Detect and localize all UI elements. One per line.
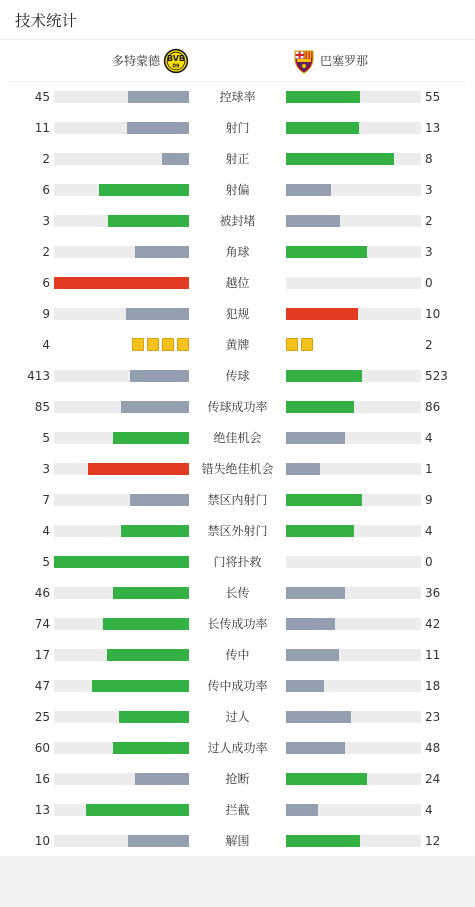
home-value: 10 bbox=[34, 834, 50, 848]
stat-label: 被封堵 bbox=[219, 214, 256, 228]
away-bar-fill bbox=[286, 649, 339, 661]
home-team[interactable] bbox=[112, 40, 189, 81]
home-bar-track bbox=[54, 618, 189, 630]
home-value: 413 bbox=[27, 369, 50, 383]
home-value: 74 bbox=[34, 617, 50, 631]
yellow-card-icon bbox=[301, 338, 313, 351]
home-bar-track bbox=[54, 432, 189, 444]
home-value: 5 bbox=[42, 555, 50, 569]
away-value: 48 bbox=[425, 741, 441, 755]
away-value: 13 bbox=[425, 121, 441, 135]
away-value: 3 bbox=[425, 245, 433, 259]
away-yellow-cards bbox=[286, 338, 313, 351]
away-bar-track bbox=[286, 742, 421, 754]
away-bar-fill bbox=[286, 835, 360, 847]
away-bar-track bbox=[286, 587, 421, 599]
away-bar-track bbox=[286, 773, 421, 785]
home-value: 2 bbox=[42, 152, 50, 166]
stat-label: 传球 bbox=[225, 369, 250, 383]
home-bar-fill bbox=[128, 835, 189, 847]
stat-row bbox=[0, 237, 475, 268]
away-team[interactable] bbox=[291, 40, 368, 81]
away-bar-track bbox=[286, 556, 421, 568]
stat-label: 长传 bbox=[225, 586, 250, 600]
stat-row bbox=[0, 640, 475, 671]
away-bar-track bbox=[286, 494, 421, 506]
home-value: 4 bbox=[42, 524, 50, 538]
away-value: 8 bbox=[425, 152, 433, 166]
home-value: 2 bbox=[42, 245, 50, 259]
stat-row bbox=[0, 671, 475, 702]
page-title: 技术统计 bbox=[15, 11, 78, 30]
home-bar-track bbox=[54, 649, 189, 661]
stat-label: 传球成功率 bbox=[207, 400, 268, 414]
stat-row bbox=[0, 423, 475, 454]
stat-row bbox=[0, 826, 475, 857]
home-bar-fill bbox=[135, 773, 189, 785]
home-bar-fill bbox=[92, 680, 189, 692]
away-bar-fill bbox=[286, 122, 359, 134]
away-bar-fill bbox=[286, 742, 345, 754]
stat-row bbox=[0, 268, 475, 299]
stat-row bbox=[0, 361, 475, 392]
home-value: 85 bbox=[34, 400, 50, 414]
yellow-card-icon bbox=[162, 338, 174, 351]
stat-row bbox=[0, 733, 475, 764]
home-bar-track bbox=[54, 122, 189, 134]
home-value: 4 bbox=[42, 338, 50, 352]
yellow-card-icon bbox=[147, 338, 159, 351]
stat-row bbox=[0, 113, 475, 144]
away-bar-fill bbox=[286, 680, 324, 692]
home-bar-track bbox=[54, 742, 189, 754]
home-value: 6 bbox=[42, 183, 50, 197]
stat-label: 绝佳机会 bbox=[213, 431, 262, 445]
away-bar-track bbox=[286, 91, 421, 103]
stat-label: 门将扑救 bbox=[213, 555, 262, 569]
stat-row bbox=[0, 330, 475, 361]
stat-row bbox=[0, 144, 475, 175]
home-bar-fill bbox=[119, 711, 189, 723]
home-bar-track bbox=[54, 556, 189, 568]
stat-label: 传中成功率 bbox=[207, 679, 268, 693]
stat-label: 角球 bbox=[225, 245, 250, 259]
away-bar-fill bbox=[286, 401, 354, 413]
home-bar-fill bbox=[113, 587, 189, 599]
home-value: 6 bbox=[42, 276, 50, 290]
home-value: 25 bbox=[34, 710, 50, 724]
away-bar-track bbox=[286, 835, 421, 847]
yellow-card-icon bbox=[132, 338, 144, 351]
away-bar-track bbox=[286, 618, 421, 630]
stat-row bbox=[0, 82, 475, 113]
away-bar-fill bbox=[286, 494, 362, 506]
home-bar-fill bbox=[108, 215, 189, 227]
home-bar-fill bbox=[128, 91, 189, 103]
stat-row bbox=[0, 206, 475, 237]
away-bar-fill bbox=[286, 773, 367, 785]
home-bar-track bbox=[54, 680, 189, 692]
away-value: 4 bbox=[425, 431, 433, 445]
home-bar-fill bbox=[121, 401, 189, 413]
svg-text:BVB: BVB bbox=[166, 53, 186, 63]
away-bar-fill bbox=[286, 587, 345, 599]
away-bar-fill bbox=[286, 618, 335, 630]
home-bar-track bbox=[54, 463, 189, 475]
home-bar-track bbox=[54, 370, 189, 382]
home-bar-fill bbox=[54, 556, 189, 568]
away-bar-fill bbox=[286, 153, 394, 165]
away-bar-fill bbox=[286, 804, 318, 816]
home-value: 16 bbox=[34, 772, 50, 786]
stat-row bbox=[0, 392, 475, 423]
away-value: 11 bbox=[425, 648, 441, 662]
home-bar-fill bbox=[107, 649, 189, 661]
stat-row bbox=[0, 516, 475, 547]
stat-label: 拦截 bbox=[225, 803, 250, 817]
home-bar-track bbox=[54, 587, 189, 599]
away-bar-track bbox=[286, 680, 421, 692]
away-bar-fill bbox=[286, 246, 367, 258]
away-value: 0 bbox=[425, 276, 433, 290]
away-value: 523 bbox=[425, 369, 448, 383]
home-bar-fill bbox=[121, 525, 189, 537]
home-value: 3 bbox=[42, 462, 50, 476]
away-value: 36 bbox=[425, 586, 441, 600]
home-value: 9 bbox=[42, 307, 50, 321]
stat-label: 抢断 bbox=[225, 772, 250, 786]
home-value: 13 bbox=[34, 803, 50, 817]
stat-row bbox=[0, 702, 475, 733]
away-value: 23 bbox=[425, 710, 441, 724]
home-value: 17 bbox=[34, 648, 50, 662]
away-bar-track bbox=[286, 370, 421, 382]
yellow-card-icon bbox=[286, 338, 298, 351]
away-bar-fill bbox=[286, 711, 351, 723]
home-value: 11 bbox=[34, 121, 50, 135]
home-bar-fill bbox=[103, 618, 189, 630]
away-bar-fill bbox=[286, 308, 358, 320]
away-bar-track bbox=[286, 184, 421, 196]
home-bar-track bbox=[54, 246, 189, 258]
stats-list bbox=[0, 82, 475, 857]
home-bar-track bbox=[54, 308, 189, 320]
yellow-card-icon bbox=[177, 338, 189, 351]
home-bar-fill bbox=[88, 463, 189, 475]
stat-row bbox=[0, 578, 475, 609]
away-value: 9 bbox=[425, 493, 433, 507]
home-value: 5 bbox=[42, 431, 50, 445]
barcelona-logo-icon bbox=[291, 48, 317, 74]
home-bar-fill bbox=[99, 184, 189, 196]
home-bar-fill bbox=[113, 742, 189, 754]
home-value: 45 bbox=[34, 90, 50, 104]
stat-label: 长传成功率 bbox=[207, 617, 268, 631]
away-value: 2 bbox=[425, 214, 433, 228]
home-bar-fill bbox=[113, 432, 189, 444]
stat-label: 传中 bbox=[225, 648, 250, 662]
stat-row bbox=[0, 175, 475, 206]
stat-label: 射偏 bbox=[225, 183, 250, 197]
home-value: 46 bbox=[34, 586, 50, 600]
home-bar-track bbox=[54, 184, 189, 196]
away-bar-fill bbox=[286, 432, 345, 444]
away-value: 2 bbox=[425, 338, 433, 352]
away-value: 86 bbox=[425, 400, 441, 414]
away-bar-track bbox=[286, 804, 421, 816]
away-bar-track bbox=[286, 432, 421, 444]
stat-label: 越位 bbox=[225, 276, 250, 290]
away-bar-fill bbox=[286, 215, 340, 227]
away-value: 3 bbox=[425, 183, 433, 197]
stat-row bbox=[0, 485, 475, 516]
away-value: 0 bbox=[425, 555, 433, 569]
away-value: 12 bbox=[425, 834, 441, 848]
away-value: 42 bbox=[425, 617, 441, 631]
home-bar-fill bbox=[86, 804, 189, 816]
away-bar-fill bbox=[286, 463, 320, 475]
away-bar-track bbox=[286, 122, 421, 134]
stat-label: 错失绝佳机会 bbox=[201, 462, 274, 476]
home-bar-track bbox=[54, 711, 189, 723]
dortmund-logo-icon bbox=[163, 48, 189, 74]
stat-label: 控球率 bbox=[219, 90, 256, 104]
away-team-name: 巴塞罗那 bbox=[320, 54, 369, 68]
away-value: 4 bbox=[425, 803, 433, 817]
away-value: 18 bbox=[425, 679, 441, 693]
stat-label: 射门 bbox=[225, 121, 250, 135]
away-bar-fill bbox=[286, 184, 331, 196]
away-value: 55 bbox=[425, 90, 441, 104]
home-bar-fill bbox=[162, 153, 189, 165]
away-bar-track bbox=[286, 277, 421, 289]
away-bar-fill bbox=[286, 91, 360, 103]
home-bar-track bbox=[54, 91, 189, 103]
away-bar-fill bbox=[286, 525, 354, 537]
home-bar-track bbox=[54, 277, 189, 289]
stat-label: 禁区内射门 bbox=[207, 493, 268, 507]
home-value: 3 bbox=[42, 214, 50, 228]
away-bar-track bbox=[286, 463, 421, 475]
svg-text:09: 09 bbox=[172, 63, 180, 69]
stat-row bbox=[0, 299, 475, 330]
home-value: 60 bbox=[34, 741, 50, 755]
stat-row bbox=[0, 795, 475, 826]
home-bar-fill bbox=[54, 277, 189, 289]
away-bar-track bbox=[286, 401, 421, 413]
home-bar-track bbox=[54, 215, 189, 227]
away-bar-track bbox=[286, 308, 421, 320]
home-bar-fill bbox=[130, 494, 189, 506]
stat-row bbox=[0, 454, 475, 485]
home-team-name: 多特蒙德 bbox=[111, 54, 160, 68]
away-value: 1 bbox=[425, 462, 433, 476]
home-bar-track bbox=[54, 525, 189, 537]
home-bar-track bbox=[54, 804, 189, 816]
away-bar-track bbox=[286, 246, 421, 258]
home-yellow-cards bbox=[132, 338, 189, 351]
home-value: 7 bbox=[42, 493, 50, 507]
away-value: 10 bbox=[425, 307, 441, 321]
header bbox=[0, 0, 475, 40]
teams-header bbox=[9, 40, 466, 82]
home-bar-fill bbox=[127, 122, 189, 134]
stat-label: 过人成功率 bbox=[207, 741, 268, 755]
stat-label: 解围 bbox=[225, 834, 250, 848]
stat-row bbox=[0, 547, 475, 578]
stat-label: 黄牌 bbox=[225, 338, 250, 352]
stat-row bbox=[0, 609, 475, 640]
away-bar-track bbox=[286, 649, 421, 661]
home-bar-track bbox=[54, 401, 189, 413]
away-bar-track bbox=[286, 711, 421, 723]
away-bar-track bbox=[286, 525, 421, 537]
home-bar-fill bbox=[130, 370, 189, 382]
home-bar-track bbox=[54, 494, 189, 506]
away-bar-fill bbox=[286, 370, 362, 382]
away-bar-track bbox=[286, 215, 421, 227]
home-bar-track bbox=[54, 773, 189, 785]
home-bar-fill bbox=[126, 308, 189, 320]
away-bar-track bbox=[286, 153, 421, 165]
away-value: 4 bbox=[425, 524, 433, 538]
home-value: 47 bbox=[34, 679, 50, 693]
stat-label: 犯规 bbox=[225, 307, 250, 321]
stat-row bbox=[0, 764, 475, 795]
away-value: 24 bbox=[425, 772, 441, 786]
stat-label: 禁区外射门 bbox=[207, 524, 268, 538]
stat-label: 过人 bbox=[225, 710, 250, 724]
stat-label: 射正 bbox=[225, 152, 250, 166]
home-bar-fill bbox=[135, 246, 189, 258]
home-bar-track bbox=[54, 153, 189, 165]
home-bar-track bbox=[54, 835, 189, 847]
